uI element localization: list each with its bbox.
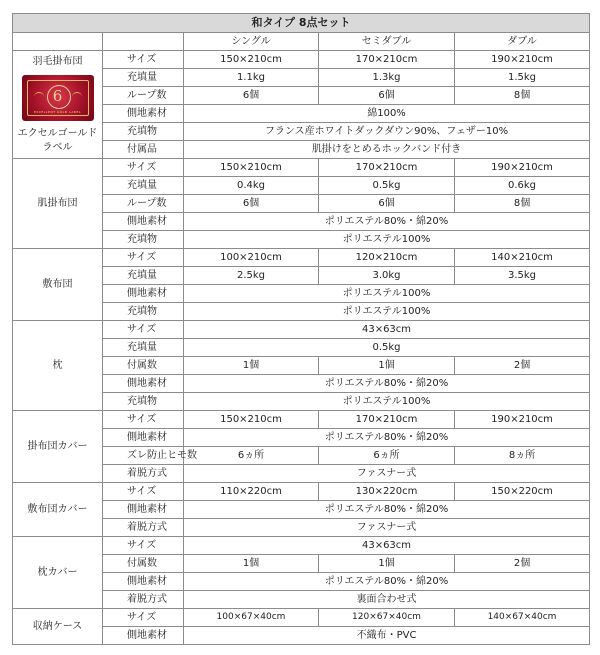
table-row (13, 321, 590, 339)
attribute-cell: 着脱方式 (103, 465, 184, 483)
attribute-cell: サイズ (103, 321, 184, 339)
value-cell: 6ヵ所 (184, 447, 319, 465)
attribute-cell: 側地素材 (103, 105, 184, 123)
merged-value-cell: ポリエステル100% (184, 231, 590, 249)
attribute-cell: 充填量 (103, 267, 184, 285)
merged-value-cell: ファスナー式 (184, 465, 590, 483)
value-cell: 1.1kg (184, 69, 319, 87)
table-row (13, 609, 590, 627)
value-cell: 130×220cm (319, 483, 455, 501)
value-cell: 8個 (455, 195, 590, 213)
merged-value-cell: 綿100% (184, 105, 590, 123)
header-semi-double: セミダブル (319, 33, 455, 51)
value-cell: 3.5kg (455, 267, 590, 285)
table-row (13, 483, 590, 501)
merged-value-cell: ポリエステル80%・綿20% (184, 375, 590, 393)
attribute-cell: 側地素材 (103, 375, 184, 393)
attribute-cell: 充填量 (103, 69, 184, 87)
value-cell: 1個 (319, 555, 455, 573)
value-cell: 150×220cm (455, 483, 590, 501)
value-cell: 120×67×40cm (319, 609, 455, 627)
merged-value-cell: 0.5kg (184, 339, 590, 357)
attribute-cell: ループ数 (103, 195, 184, 213)
category-cell: 枕カバー (13, 537, 103, 609)
category-cell: 枕 (13, 321, 103, 411)
table-row (13, 51, 590, 69)
merged-value-cell: ポリエステル80%・綿20% (184, 501, 590, 519)
attribute-cell: ズレ防止ヒモ数 (103, 447, 184, 465)
attribute-cell: サイズ (103, 249, 184, 267)
attribute-cell: サイズ (103, 483, 184, 501)
attribute-cell: サイズ (103, 411, 184, 429)
attribute-cell: 側地素材 (103, 627, 184, 645)
value-cell: 0.5kg (319, 177, 455, 195)
merged-value-cell: ポリエステル80%・綿20% (184, 429, 590, 447)
category-cell: 肌掛布団 (13, 159, 103, 249)
merged-value-cell: 裏面合わせ式 (184, 591, 590, 609)
category-label-bottom: エクセルゴールドラベル (17, 127, 98, 153)
value-cell: 2.5kg (184, 267, 319, 285)
attribute-cell: 充填物 (103, 231, 184, 249)
table-row (13, 159, 590, 177)
category-label-top: 羽毛掛布団 (32, 55, 83, 67)
value-cell: 110×220cm (184, 483, 319, 501)
table-title: 和タイプ 8点セット (13, 14, 590, 33)
header-blank-attribute (103, 33, 184, 51)
value-cell: 1.5kg (455, 69, 590, 87)
value-cell: 6ヵ所 (319, 447, 455, 465)
value-cell: 150×210cm (184, 51, 319, 69)
value-cell: 0.4kg (184, 177, 319, 195)
attribute-cell: 側地素材 (103, 285, 184, 303)
attribute-cell: 側地素材 (103, 501, 184, 519)
table-row (13, 537, 590, 555)
value-cell: 1個 (184, 555, 319, 573)
merged-value-cell: ポリエステル100% (184, 393, 590, 411)
merged-value-cell: 不織布・PVC (184, 627, 590, 645)
value-cell: 170×210cm (319, 411, 455, 429)
attribute-cell: 付属数 (103, 555, 184, 573)
category-cell: 敷布団 (13, 249, 103, 321)
attribute-cell: 側地素材 (103, 429, 184, 447)
value-cell: 2個 (455, 555, 590, 573)
value-cell: 170×210cm (319, 159, 455, 177)
attribute-cell: 充填物 (103, 393, 184, 411)
attribute-cell: サイズ (103, 159, 184, 177)
merged-value-cell: 肌掛けをとめるホックバンド付き (184, 141, 590, 159)
header-double: ダブル (455, 33, 590, 51)
merged-value-cell: 43×63cm (184, 321, 590, 339)
attribute-cell: 着脱方式 (103, 591, 184, 609)
attribute-cell: サイズ (103, 537, 184, 555)
merged-value-cell: ファスナー式 (184, 519, 590, 537)
value-cell: 0.6kg (455, 177, 590, 195)
value-cell: 100×210cm (184, 249, 319, 267)
attribute-cell: 充填物 (103, 303, 184, 321)
value-cell: 1個 (184, 357, 319, 375)
merged-value-cell: ポリエステル100% (184, 303, 590, 321)
attribute-cell: 充填量 (103, 177, 184, 195)
value-cell: 1個 (319, 357, 455, 375)
category-feather-futon (13, 51, 103, 159)
value-cell: 8ヵ所 (455, 447, 590, 465)
category-cell: 収納ケース (13, 609, 103, 645)
gold-label-emblem (22, 75, 94, 121)
value-cell: 150×210cm (184, 411, 319, 429)
merged-value-cell: ポリエステル80%・綿20% (184, 213, 590, 231)
value-cell: 6個 (184, 87, 319, 105)
emblem-caption: EXCELLENT GOLD LABEL (33, 109, 82, 114)
attribute-cell: 側地素材 (103, 573, 184, 591)
value-cell: 120×210cm (319, 249, 455, 267)
value-cell: 190×210cm (455, 411, 590, 429)
table-title-row (13, 14, 590, 33)
table-row (13, 411, 590, 429)
spec-table (12, 13, 590, 645)
value-cell: 150×210cm (184, 159, 319, 177)
value-cell: 2個 (455, 357, 590, 375)
value-cell: 3.0kg (319, 267, 455, 285)
attribute-cell: ループ数 (103, 87, 184, 105)
category-cell: 敷布団カバー (13, 483, 103, 537)
value-cell: 6個 (319, 87, 455, 105)
attribute-cell: 付属品 (103, 141, 184, 159)
attribute-cell: サイズ (103, 51, 184, 69)
value-cell: 170×210cm (319, 51, 455, 69)
merged-value-cell: 43×63cm (184, 537, 590, 555)
value-cell: 190×210cm (455, 51, 590, 69)
merged-value-cell: フランス産ホワイトダックダウン90%、フェザー10% (184, 123, 590, 141)
attribute-cell: 付属数 (103, 357, 184, 375)
attribute-cell: 充填量 (103, 339, 184, 357)
value-cell: 140×67×40cm (455, 609, 590, 627)
value-cell: 6個 (319, 195, 455, 213)
attribute-cell: 充填物 (103, 123, 184, 141)
table-row (13, 249, 590, 267)
value-cell: 8個 (455, 87, 590, 105)
category-cell: 掛布団カバー (13, 411, 103, 483)
value-cell: 140×210cm (455, 249, 590, 267)
attribute-cell: サイズ (103, 609, 184, 627)
merged-value-cell: ポリエステル100% (184, 285, 590, 303)
merged-value-cell: ポリエステル80%・綿20% (184, 573, 590, 591)
emblem-glyph: 6 (52, 86, 63, 105)
header-blank-category (13, 33, 103, 51)
value-cell: 190×210cm (455, 159, 590, 177)
attribute-cell: 着脱方式 (103, 519, 184, 537)
value-cell: 1.3kg (319, 69, 455, 87)
value-cell: 100×67×40cm (184, 609, 319, 627)
header-single: シングル (184, 33, 319, 51)
column-header-row (13, 33, 590, 51)
value-cell: 6個 (184, 195, 319, 213)
attribute-cell: 側地素材 (103, 213, 184, 231)
